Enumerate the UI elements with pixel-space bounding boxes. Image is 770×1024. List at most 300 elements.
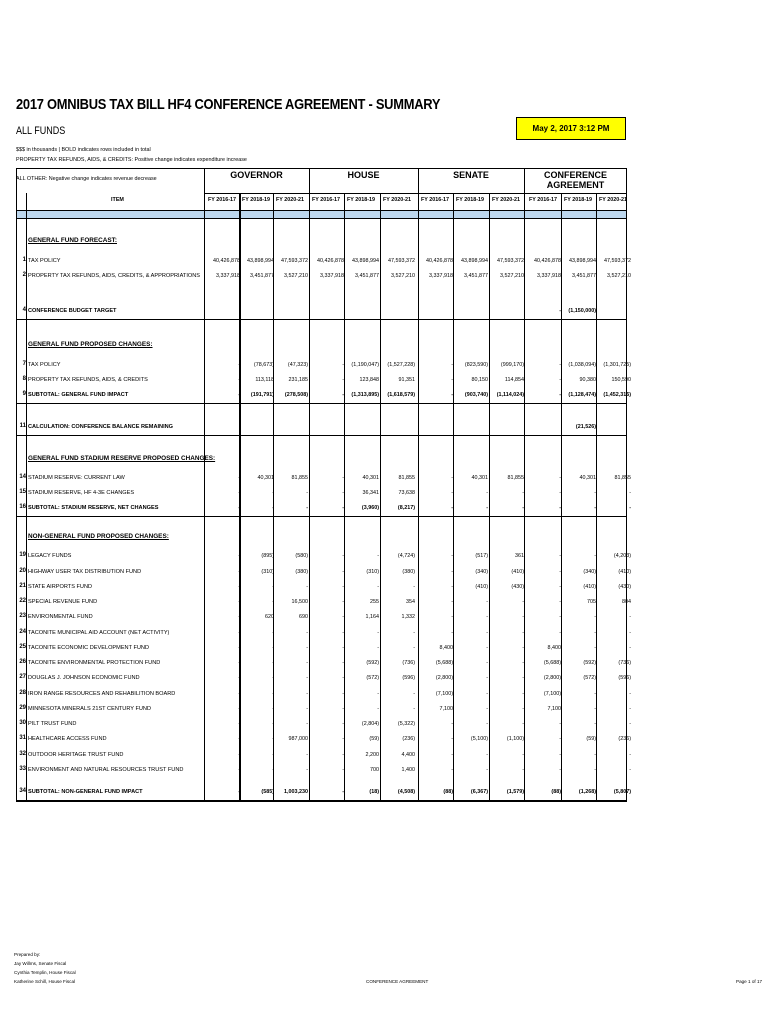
table-cell: - — [451, 630, 453, 636]
column-header: FY 2018-19 — [241, 197, 271, 203]
table-cell: - — [238, 392, 240, 398]
table-cell: 80,150 — [471, 377, 488, 383]
table-cell: - — [238, 362, 240, 368]
row-label: OUTDOOR HERITAGE TRUST FUND — [28, 752, 124, 758]
table-cell: 123,848 — [359, 377, 379, 383]
table-cell: - — [522, 660, 524, 666]
table-cell: - — [594, 490, 596, 496]
table-cell: - — [342, 362, 344, 368]
table-cell: - — [451, 362, 453, 368]
table-cell: (1,452,315) — [603, 392, 631, 398]
row-number: 15 — [19, 489, 26, 495]
table-cell: - — [486, 599, 488, 605]
table-cell: - — [238, 645, 240, 651]
table-cell: (7,100) — [543, 691, 561, 697]
row-label: TACONITE ENVIRONMENTAL PROTECTION FUND — [28, 660, 161, 666]
section-title: NON-GENERAL FUND PROPOSED CHANGES: — [28, 533, 169, 540]
table-cell: 804 — [622, 599, 631, 605]
table-cell: 7,100 — [547, 706, 561, 712]
row-number: 33 — [19, 766, 26, 772]
table-cell: 81,855 — [291, 475, 308, 481]
table-cell: 3,451,877 — [464, 273, 488, 279]
table-cell: (1,618,579) — [387, 392, 415, 398]
table-cell: (1,100) — [506, 736, 524, 742]
table-cell: - — [629, 630, 631, 636]
table-cell: (1,114,024) — [496, 392, 524, 398]
row-number: 16 — [19, 504, 26, 510]
table-cell: (6,367) — [470, 789, 488, 795]
table-cell: - — [559, 721, 561, 727]
row-number: 1 — [22, 257, 26, 263]
table-cell: (2,800) — [435, 675, 453, 681]
row-label: SPECIAL REVENUE FUND — [28, 599, 98, 605]
table-cell: - — [486, 752, 488, 758]
table-cell: (5,807) — [613, 789, 631, 795]
table-cell: - — [238, 475, 240, 481]
table-cell: 7,100 — [439, 706, 453, 712]
table-cell: - — [238, 569, 240, 575]
table-cell: - — [272, 752, 274, 758]
table-cell: - — [272, 706, 274, 712]
table-cell: - — [522, 490, 524, 496]
table-cell: 4,400 — [401, 752, 415, 758]
table-cell: - — [559, 630, 561, 636]
table-cell: - — [451, 614, 453, 620]
table-cell: - — [413, 630, 415, 636]
note-refunds: PROPERTY TAX REFUNDS, AIDS, & CREDITS: Positive change indicates expenditure increase — [16, 157, 247, 163]
table-cell: 3,451,877 — [572, 273, 596, 279]
table-cell: (4,203) — [613, 553, 631, 559]
section-title: GENERAL FUND PROPOSED CHANGES: — [28, 341, 153, 348]
table-cell: (596) — [618, 675, 631, 681]
table-cell: 1,400 — [401, 767, 415, 773]
table-cell: (585) — [261, 789, 274, 795]
table-cell: (59) — [369, 736, 379, 742]
table-cell: - — [272, 599, 274, 605]
table-cell: - — [559, 584, 561, 590]
row-label: HEALTHCARE ACCESS FUND — [28, 736, 107, 742]
table-cell: 36,341 — [362, 490, 379, 496]
row-label: TACONITE ECONOMIC DEVELOPMENT FUND — [28, 645, 149, 651]
table-cell: - — [559, 475, 561, 481]
table-cell: (191,791) — [250, 392, 274, 398]
table-cell: - — [486, 691, 488, 697]
group-header-divider — [204, 193, 627, 194]
table-cell: (1,150,000) — [568, 308, 596, 314]
table-cell: - — [272, 630, 274, 636]
table-cell: (1,268) — [578, 789, 596, 795]
section-title: GENERAL FUND STADIUM RESERVE PROPOSED CHANGES: — [28, 455, 216, 462]
table-cell: - — [594, 630, 596, 636]
table-cell: (736) — [618, 660, 631, 666]
table-cell: (1,313,895) — [351, 392, 379, 398]
table-cell: - — [559, 505, 561, 511]
row-number: 31 — [19, 735, 26, 741]
table-cell: - — [629, 490, 631, 496]
table-cell: - — [342, 584, 344, 590]
row-number: 8 — [22, 376, 26, 382]
table-cell: - — [238, 505, 240, 511]
row-number: 28 — [19, 690, 26, 696]
table-cell: (592) — [583, 660, 596, 666]
page-title: 2017 OMNIBUS TAX BILL HF4 CONFERENCE AGREEMENT - SUMMARY — [16, 96, 441, 113]
row-number: 20 — [19, 568, 26, 574]
table-cell: - — [451, 721, 453, 727]
table-cell: - — [238, 789, 240, 795]
table-cell: - — [238, 660, 240, 666]
table-cell: - — [272, 691, 274, 697]
column-header: FY 2016-17 — [207, 197, 237, 203]
table-cell: - — [306, 645, 308, 651]
table-cell: (410) — [511, 569, 524, 575]
footer-line: Katherine Schill, House Fiscal — [14, 979, 76, 984]
column-header: FY 2018-19 — [455, 197, 485, 203]
table-cell: - — [451, 377, 453, 383]
table-cell: (4,508) — [397, 789, 415, 795]
row-number: 21 — [19, 583, 26, 589]
table-cell: (1,128,474) — [568, 392, 596, 398]
table-cell: (572) — [583, 675, 596, 681]
table-cell: - — [306, 675, 308, 681]
table-cell: (310) — [366, 569, 379, 575]
table-cell: 40,301 — [257, 475, 274, 481]
table-cell: - — [594, 706, 596, 712]
row-label: CONFERENCE BUDGET TARGET — [28, 308, 117, 314]
subtotal-rule — [16, 800, 627, 801]
date-box: May 2, 2017 3:12 PM — [516, 117, 626, 140]
table-cell: - — [559, 377, 561, 383]
table-cell: - — [594, 767, 596, 773]
note-units: $$$ in thousands | BOLD indicates rows included in total — [16, 147, 151, 153]
table-cell: 40,301 — [579, 475, 596, 481]
table-cell: - — [342, 475, 344, 481]
row-label: STADIUM RESERVE: CURRENT LAW — [28, 475, 125, 481]
table-cell: - — [238, 614, 240, 620]
blue-band — [17, 210, 626, 218]
table-cell: - — [451, 736, 453, 742]
table-cell: 354 — [406, 599, 415, 605]
table-cell: 43,898,994 — [352, 258, 379, 264]
table-cell: - — [486, 706, 488, 712]
table-cell: - — [306, 490, 308, 496]
column-header: FY 2016-17 — [311, 197, 341, 203]
table-cell: - — [413, 706, 415, 712]
table-cell: - — [342, 490, 344, 496]
page-subtitle: ALL FUNDS — [16, 125, 66, 137]
table-cell: (236) — [402, 736, 415, 742]
table-cell: (278,508) — [284, 392, 308, 398]
table-cell: 47,593,372 — [281, 258, 308, 264]
row-label: IRON RANGE RESOURCES AND REHABILITION BOARD — [28, 691, 176, 697]
table-cell: - — [522, 645, 524, 651]
row-number: 34 — [19, 788, 26, 794]
table-cell: 81,855 — [398, 475, 415, 481]
row-number: 11 — [19, 423, 26, 429]
table-cell: (1,527,228) — [387, 362, 415, 368]
footer-center: CONFERENCE AGREEMENT — [366, 979, 429, 984]
table-cell: - — [594, 614, 596, 620]
table-cell: 690 — [299, 614, 308, 620]
row-label: DOUGLAS J. JOHNSON ECONOMIC FUND — [28, 675, 140, 681]
table-cell: 620 — [265, 614, 274, 620]
row-label: STADIUM RESERVE, HF 4-3E CHANGES — [28, 490, 135, 496]
table-cell: - — [451, 767, 453, 773]
subtotal-rule — [16, 403, 627, 404]
table-cell: 73,638 — [398, 490, 415, 496]
table-cell: - — [559, 767, 561, 773]
table-cell: - — [629, 706, 631, 712]
table-cell: (999,170) — [500, 362, 524, 368]
table-cell: - — [238, 584, 240, 590]
table-cell: - — [377, 691, 379, 697]
table-cell: (410) — [583, 584, 596, 590]
group-header-house: HOUSE — [347, 170, 380, 180]
table-cell: - — [486, 675, 488, 681]
table-cell: 2,200 — [365, 752, 379, 758]
table-cell: 43,898,994 — [461, 258, 488, 264]
table-cell: - — [342, 505, 344, 511]
row-number: 14 — [19, 474, 26, 480]
row-number: 2 — [22, 272, 26, 278]
table-cell: 3,451,877 — [355, 273, 379, 279]
row-label: SUBTOTAL: NON-GENERAL FUND IMPACT — [28, 789, 143, 795]
column-header: FY 2020-21 — [275, 197, 305, 203]
table-cell: - — [522, 599, 524, 605]
table-cell: 43,898,994 — [247, 258, 274, 264]
table-cell: - — [629, 752, 631, 758]
table-cell: (580) — [295, 553, 308, 559]
table-cell: - — [522, 752, 524, 758]
table-cell: - — [238, 599, 240, 605]
table-cell: - — [377, 630, 379, 636]
row-label: TAX POLICY — [28, 258, 61, 264]
table-cell: - — [559, 752, 561, 758]
table-cell: - — [486, 614, 488, 620]
column-header: FY 2018-19 — [563, 197, 593, 203]
page-number: Page 1 of 17 — [736, 979, 763, 984]
table-cell: (18) — [369, 789, 379, 795]
table-cell: - — [451, 490, 453, 496]
table-cell: 3,527,210 — [607, 273, 631, 279]
table-cell: (5,688) — [543, 660, 561, 666]
table-cell: 8,400 — [439, 645, 453, 651]
column-header: FY 2018-19 — [346, 197, 376, 203]
table-cell: (5,688) — [435, 660, 453, 666]
table-cell: - — [486, 490, 488, 496]
table-cell: (2,804) — [361, 721, 379, 727]
table-cell: (21,526) — [575, 424, 596, 430]
column-header: FY 2020-21 — [382, 197, 412, 203]
table-cell: - — [342, 614, 344, 620]
table-cell: (903,740) — [464, 392, 488, 398]
table-cell: - — [377, 645, 379, 651]
row-label: MINNESOTA MINERALS 21ST CENTURY FUND — [28, 706, 151, 712]
table-cell: (8,217) — [397, 505, 415, 511]
table-cell: (47,323) — [287, 362, 308, 368]
table-cell: - — [306, 691, 308, 697]
table-cell: - — [629, 614, 631, 620]
table-cell: - — [522, 505, 524, 511]
row-number: 9 — [22, 391, 26, 397]
table-cell: (596) — [402, 675, 415, 681]
table-cell: 987,000 — [288, 736, 308, 742]
item-column-divider — [204, 168, 205, 802]
item-header: ITEM — [111, 197, 124, 203]
table-cell: (78,673) — [253, 362, 274, 368]
table-cell: 43,898,994 — [569, 258, 596, 264]
row-number: 29 — [19, 705, 26, 711]
table-cell: (895) — [261, 553, 274, 559]
table-cell: - — [629, 505, 631, 511]
table-cell: - — [377, 553, 379, 559]
table-cell: - — [377, 584, 379, 590]
table-cell: - — [486, 721, 488, 727]
group-header-senate: SENATE — [453, 170, 489, 180]
table-cell: (59) — [586, 736, 596, 742]
table-cell: - — [486, 505, 488, 511]
table-cell: - — [306, 660, 308, 666]
table-cell: - — [451, 392, 453, 398]
table-cell: - — [272, 505, 274, 511]
table-cell: - — [559, 362, 561, 368]
section-title: GENERAL FUND FORECAST: — [28, 237, 117, 244]
table-cell: 705 — [587, 599, 596, 605]
table-cell: (430) — [511, 584, 524, 590]
table-cell: - — [238, 767, 240, 773]
table-cell: 3,337,918 — [320, 273, 344, 279]
row-label: LEGACY FUNDS — [28, 553, 72, 559]
table-cell: (5,100) — [470, 736, 488, 742]
table-cell: - — [306, 721, 308, 727]
table-cell: 1,164 — [365, 614, 379, 620]
table-cell: (430) — [618, 584, 631, 590]
table-cell: 91,351 — [398, 377, 415, 383]
table-cell: 40,426,878 — [317, 258, 344, 264]
table-cell: - — [594, 553, 596, 559]
table-cell: - — [238, 736, 240, 742]
table-cell: (1,579) — [506, 789, 524, 795]
column-header: FY 2016-17 — [528, 197, 558, 203]
table-cell: 3,527,210 — [391, 273, 415, 279]
table-cell: - — [451, 752, 453, 758]
table-cell: - — [342, 392, 344, 398]
table-cell: - — [629, 721, 631, 727]
table-cell: 40,301 — [471, 475, 488, 481]
table-cell: - — [306, 752, 308, 758]
table-cell: - — [413, 645, 415, 651]
table-cell: 40,426,878 — [426, 258, 453, 264]
table-cell: - — [451, 475, 453, 481]
table-cell: (410) — [618, 569, 631, 575]
table-cell: 40,301 — [362, 475, 379, 481]
table-cell: - — [272, 645, 274, 651]
table-cell: - — [272, 584, 274, 590]
table-cell: (1,190,047) — [351, 362, 379, 368]
table-cell: - — [629, 645, 631, 651]
column-header: FY 2020-21 — [598, 197, 628, 203]
table-cell: 700 — [370, 767, 379, 773]
table-cell: - — [559, 553, 561, 559]
footer-line: Cynthia Templin, House Fiscal — [14, 970, 76, 975]
table-cell: - — [238, 752, 240, 758]
table-cell: 1,332 — [401, 614, 415, 620]
row-number: 32 — [19, 751, 26, 757]
table-cell: - — [342, 706, 344, 712]
table-cell: 47,593,372 — [497, 258, 524, 264]
table-cell: (736) — [402, 660, 415, 666]
table-cell: (592) — [366, 660, 379, 666]
table-cell: - — [413, 691, 415, 697]
row-number: 4 — [22, 307, 26, 313]
table-cell: 3,451,877 — [250, 273, 274, 279]
row-label: SUBTOTAL: GENERAL FUND IMPACT — [28, 392, 129, 398]
table-cell: - — [342, 377, 344, 383]
table-cell: - — [238, 675, 240, 681]
table-cell: 47,593,372 — [604, 258, 631, 264]
table-cell: - — [559, 736, 561, 742]
table-cell: - — [522, 767, 524, 773]
row-number: 22 — [19, 598, 26, 604]
table-cell: - — [522, 721, 524, 727]
table-cell: 40,426,878 — [213, 258, 240, 264]
subtotal-rule — [16, 516, 627, 517]
table-cell: - — [342, 721, 344, 727]
table-cell: - — [629, 691, 631, 697]
table-cell: - — [594, 721, 596, 727]
table-cell: - — [486, 645, 488, 651]
table-cell: (310) — [261, 569, 274, 575]
table-cell: - — [342, 752, 344, 758]
blue-band-divider — [16, 218, 627, 219]
table-cell: - — [486, 767, 488, 773]
table-cell: - — [559, 392, 561, 398]
table-cell: - — [451, 569, 453, 575]
table-cell: - — [272, 660, 274, 666]
table-cell: - — [559, 490, 561, 496]
table-cell: - — [522, 706, 524, 712]
table-cell: (7,100) — [435, 691, 453, 697]
table-cell: - — [451, 599, 453, 605]
table-cell: 3,337,918 — [429, 273, 453, 279]
table-cell: - — [238, 490, 240, 496]
row-label: SUBTOTAL: STADIUM RESERVE, NET CHANGES — [28, 505, 159, 511]
table-cell: - — [594, 691, 596, 697]
table-cell: 3,337,918 — [537, 273, 561, 279]
table-cell: (517) — [475, 553, 488, 559]
group-divider — [524, 168, 525, 802]
row-label: STATE AIRPORTS FUND — [28, 584, 93, 590]
row-number: 7 — [22, 361, 26, 367]
table-cell: - — [451, 553, 453, 559]
table-cell: - — [342, 630, 344, 636]
table-cell: - — [306, 505, 308, 511]
table-cell: 255 — [370, 599, 379, 605]
table-cell: - — [522, 614, 524, 620]
table-cell: 90,380 — [579, 377, 596, 383]
row-number: 24 — [19, 629, 26, 635]
table-cell: (572) — [366, 675, 379, 681]
table-cell: (410) — [475, 584, 488, 590]
table-cell: - — [306, 706, 308, 712]
table-cell: - — [272, 490, 274, 496]
table-cell: - — [342, 675, 344, 681]
table-cell: - — [342, 736, 344, 742]
table-cell: - — [486, 660, 488, 666]
table-cell: 114,854 — [504, 377, 524, 383]
row-label: PILT TRUST FUND — [28, 721, 77, 727]
table-cell: 1,003,230 — [284, 789, 308, 795]
subtotal-rule — [16, 435, 627, 436]
